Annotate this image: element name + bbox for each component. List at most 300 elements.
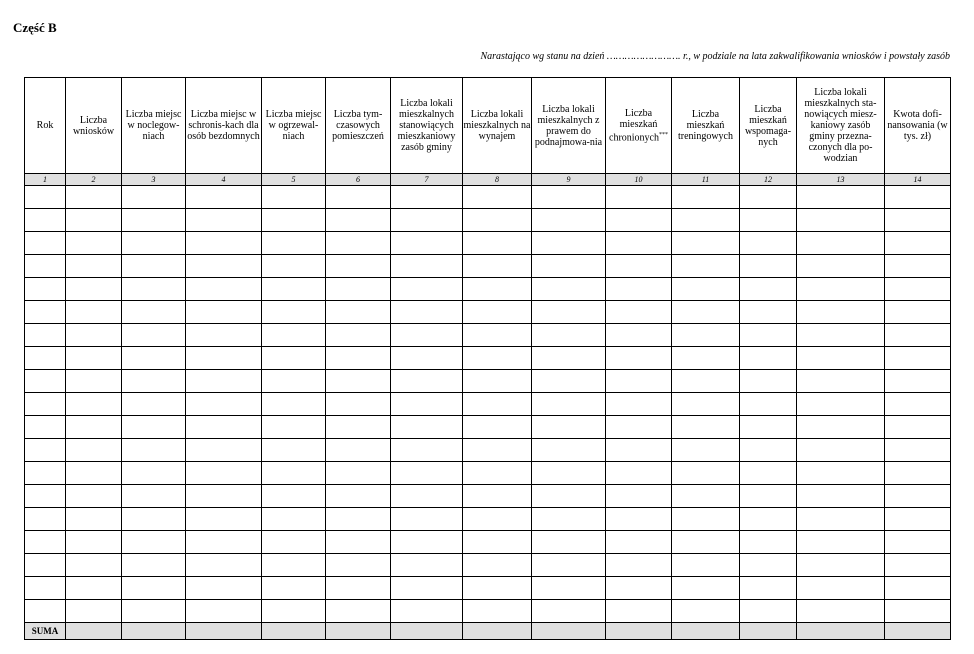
table-cell[interactable] [885,462,951,485]
table-cell[interactable] [797,393,885,416]
table-cell[interactable] [606,554,672,577]
table-cell[interactable] [186,485,262,508]
table-row [25,462,951,485]
table-cell[interactable] [532,301,606,324]
table-cell[interactable] [740,577,797,600]
table-cell[interactable] [326,301,391,324]
table-cell[interactable] [326,209,391,232]
table-cell[interactable] [797,531,885,554]
table-cell[interactable] [186,347,262,370]
table-cell[interactable] [122,186,186,209]
table-cell[interactable] [606,393,672,416]
sum-cell[interactable] [122,623,186,640]
table-cell[interactable] [463,393,532,416]
table-cell[interactable] [25,278,66,301]
table-cell[interactable] [66,577,122,600]
table-cell[interactable] [797,485,885,508]
table-cell[interactable] [797,232,885,255]
table-cell[interactable] [797,278,885,301]
table-cell[interactable] [186,554,262,577]
table-cell[interactable] [463,508,532,531]
table-cell[interactable] [391,600,463,623]
table-row [25,508,951,531]
table-cell[interactable] [606,531,672,554]
table-cell[interactable] [532,393,606,416]
table-cell[interactable] [740,508,797,531]
table-cell[interactable] [25,186,66,209]
table-cell[interactable] [186,278,262,301]
table-cell[interactable] [532,255,606,278]
table-cell[interactable] [122,439,186,462]
table-cell[interactable] [672,416,740,439]
table-cell[interactable] [326,531,391,554]
table-cell[interactable] [672,600,740,623]
table-cell[interactable] [66,393,122,416]
table-cell[interactable] [262,462,326,485]
table-cell[interactable] [463,324,532,347]
table-cell[interactable] [186,324,262,347]
table-cell[interactable] [740,462,797,485]
table-cell[interactable] [25,439,66,462]
table-cell[interactable] [66,232,122,255]
table-cell[interactable] [262,232,326,255]
table-cell[interactable] [606,255,672,278]
table-cell[interactable] [262,324,326,347]
table-cell[interactable] [740,600,797,623]
table-cell[interactable] [186,439,262,462]
table-cell[interactable] [740,485,797,508]
table-cell[interactable] [672,278,740,301]
table-cell[interactable] [186,416,262,439]
table-cell[interactable] [532,370,606,393]
table-cell[interactable] [122,462,186,485]
table-cell[interactable] [885,232,951,255]
table-cell[interactable] [391,531,463,554]
table-cell[interactable] [391,232,463,255]
sum-cell[interactable] [885,623,951,640]
sum-cell[interactable] [326,623,391,640]
sum-cell[interactable] [186,623,262,640]
table-cell[interactable] [740,324,797,347]
table-cell[interactable] [66,347,122,370]
table-cell[interactable] [606,485,672,508]
table-cell[interactable] [326,485,391,508]
table-cell[interactable] [262,278,326,301]
table-cell[interactable] [672,393,740,416]
table-cell[interactable] [262,209,326,232]
table-cell[interactable] [463,370,532,393]
table-cell[interactable] [885,347,951,370]
table-cell[interactable] [532,347,606,370]
table-cell[interactable] [186,186,262,209]
table-cell[interactable] [672,439,740,462]
table-cell[interactable] [672,554,740,577]
table-cell[interactable] [25,531,66,554]
table-cell[interactable] [391,186,463,209]
table-cell[interactable] [606,600,672,623]
table-cell[interactable] [122,577,186,600]
table-cell[interactable] [740,186,797,209]
table-cell[interactable] [463,278,532,301]
sum-cell[interactable] [740,623,797,640]
table-cell[interactable] [885,370,951,393]
table-cell[interactable] [672,462,740,485]
table-cell[interactable] [672,232,740,255]
table-cell[interactable] [463,600,532,623]
table-row [25,186,951,209]
table-cell[interactable] [391,324,463,347]
table-cell[interactable] [740,416,797,439]
table-cell[interactable] [391,393,463,416]
table-cell[interactable] [122,209,186,232]
table-cell[interactable] [740,232,797,255]
sum-cell[interactable] [606,623,672,640]
table-cell[interactable] [672,370,740,393]
table-cell[interactable] [672,508,740,531]
table-cell[interactable] [66,462,122,485]
table-cell[interactable] [262,600,326,623]
table-cell[interactable] [606,186,672,209]
table-cell[interactable] [326,508,391,531]
table-cell[interactable] [606,324,672,347]
table-cell[interactable] [885,416,951,439]
table-cell[interactable] [186,393,262,416]
table-cell[interactable] [66,301,122,324]
table-cell[interactable] [186,508,262,531]
table-cell[interactable] [66,370,122,393]
subtitle: Narastająco wg stanu na dzień ……………………. r., w podziale na lata zakwalifikowania wniosków i powstały zasób [480,51,950,62]
column-number: 9 [532,174,606,186]
table-cell[interactable] [391,508,463,531]
table-cell[interactable] [532,600,606,623]
table-cell[interactable] [606,209,672,232]
table-cell[interactable] [672,347,740,370]
table-cell[interactable] [797,416,885,439]
table-cell[interactable] [391,278,463,301]
table-cell[interactable] [25,255,66,278]
table-cell[interactable] [740,531,797,554]
table-cell[interactable] [797,439,885,462]
table-cell[interactable] [66,485,122,508]
table-cell[interactable] [326,416,391,439]
table-cell[interactable] [391,347,463,370]
table-cell[interactable] [25,209,66,232]
table-cell[interactable] [25,232,66,255]
table-cell[interactable] [391,301,463,324]
table-cell[interactable] [122,485,186,508]
table-cell[interactable] [672,577,740,600]
table-cell[interactable] [326,554,391,577]
table-cell[interactable] [391,462,463,485]
table-cell[interactable] [672,324,740,347]
table-cell[interactable] [186,577,262,600]
table-cell[interactable] [262,370,326,393]
sum-cell[interactable] [532,623,606,640]
table-cell[interactable] [463,462,532,485]
table-cell[interactable] [672,209,740,232]
table-cell[interactable] [740,393,797,416]
table-cell[interactable] [606,232,672,255]
table-cell[interactable] [463,577,532,600]
table-cell[interactable] [797,186,885,209]
table-cell[interactable] [122,508,186,531]
table-cell[interactable] [186,600,262,623]
table-cell[interactable] [25,485,66,508]
table-cell[interactable] [122,370,186,393]
table-cell[interactable] [122,278,186,301]
table-cell[interactable] [186,301,262,324]
table-cell[interactable] [326,577,391,600]
table-cell[interactable] [326,324,391,347]
table-cell[interactable] [672,301,740,324]
table-cell[interactable] [186,209,262,232]
table-cell[interactable] [391,255,463,278]
table-cell[interactable] [25,462,66,485]
table-row [25,531,951,554]
table-cell[interactable] [797,347,885,370]
table-cell[interactable] [66,416,122,439]
table-cell[interactable] [463,255,532,278]
table-cell[interactable] [885,508,951,531]
table-cell[interactable] [25,577,66,600]
table-cell[interactable] [122,600,186,623]
table-cell[interactable] [66,324,122,347]
table-cell[interactable] [885,186,951,209]
table-cell[interactable] [606,577,672,600]
table-cell[interactable] [66,255,122,278]
table-cell[interactable] [463,232,532,255]
table-cell[interactable] [797,324,885,347]
table-cell[interactable] [885,600,951,623]
table-cell[interactable] [391,577,463,600]
table-cell[interactable] [186,462,262,485]
column-number: 3 [122,174,186,186]
table-row [25,485,951,508]
header-mieszkania-chronione: Liczba mieszkań chronionych*** [606,78,672,174]
table-cell[interactable] [672,255,740,278]
table-cell[interactable] [532,462,606,485]
table-cell[interactable] [262,301,326,324]
table-cell[interactable] [532,278,606,301]
table-cell[interactable] [186,255,262,278]
table-cell[interactable] [797,554,885,577]
table-cell[interactable] [885,209,951,232]
table-cell[interactable] [797,255,885,278]
table-cell[interactable] [262,577,326,600]
table-cell[interactable] [122,347,186,370]
table-cell[interactable] [885,324,951,347]
table-cell[interactable] [885,554,951,577]
table-cell[interactable] [885,531,951,554]
table-cell[interactable] [885,393,951,416]
table-row [25,600,951,623]
table-cell[interactable] [122,554,186,577]
table-cell[interactable] [122,255,186,278]
table-cell[interactable] [262,485,326,508]
table-cell[interactable] [672,186,740,209]
table-cell[interactable] [606,278,672,301]
table-cell[interactable] [25,508,66,531]
sum-cell[interactable] [463,623,532,640]
table-cell[interactable] [122,393,186,416]
table-cell[interactable] [262,347,326,370]
table-cell[interactable] [672,531,740,554]
table-cell[interactable] [740,439,797,462]
table-cell[interactable] [740,278,797,301]
table-cell[interactable] [25,600,66,623]
table-cell[interactable] [740,255,797,278]
table-cell[interactable] [740,370,797,393]
table-cell[interactable] [262,554,326,577]
table-cell[interactable] [391,554,463,577]
header-kwota-dofinansowania: Kwota dofi-nansowania (w tys. zł) [885,78,951,174]
table-cell[interactable] [885,278,951,301]
data-table [24,77,951,640]
table-cell[interactable] [885,485,951,508]
column-number: 8 [463,174,532,186]
table-cell[interactable] [797,209,885,232]
table-cell[interactable] [463,554,532,577]
table-cell[interactable] [606,370,672,393]
table-cell[interactable] [25,370,66,393]
table-cell[interactable] [672,485,740,508]
table-cell[interactable] [326,393,391,416]
table-cell[interactable] [262,416,326,439]
table-cell[interactable] [740,209,797,232]
table-cell[interactable] [463,301,532,324]
column-number: 14 [885,174,951,186]
table-cell[interactable] [740,347,797,370]
table-cell[interactable] [326,255,391,278]
table-cell[interactable] [122,416,186,439]
table-cell[interactable] [25,347,66,370]
header-row [25,78,951,174]
table-cell[interactable] [25,324,66,347]
table-cell[interactable] [186,531,262,554]
table-cell[interactable] [463,186,532,209]
sum-cell[interactable] [797,623,885,640]
table-cell[interactable] [25,301,66,324]
table-cell[interactable] [391,485,463,508]
table-cell[interactable] [463,485,532,508]
table-cell[interactable] [606,439,672,462]
table-cell[interactable] [532,577,606,600]
table-cell[interactable] [122,324,186,347]
table-cell[interactable] [532,186,606,209]
table-cell[interactable] [122,301,186,324]
table-cell[interactable] [463,439,532,462]
table-cell[interactable] [326,600,391,623]
table-cell[interactable] [797,577,885,600]
table-cell[interactable] [262,186,326,209]
table-cell[interactable] [532,554,606,577]
table-cell[interactable] [797,462,885,485]
table-cell[interactable] [66,186,122,209]
table-cell[interactable] [391,416,463,439]
table-cell[interactable] [532,485,606,508]
table-cell[interactable] [66,508,122,531]
table-cell[interactable] [66,439,122,462]
table-cell[interactable] [797,370,885,393]
table-cell[interactable] [262,393,326,416]
table-cell[interactable] [66,531,122,554]
table-cell[interactable] [606,462,672,485]
sum-cell[interactable] [391,623,463,640]
table-cell[interactable] [606,301,672,324]
table-cell[interactable] [186,232,262,255]
table-cell[interactable] [66,209,122,232]
table-cell[interactable] [326,347,391,370]
table-cell[interactable] [532,232,606,255]
table-cell[interactable] [532,209,606,232]
table-cell[interactable] [463,209,532,232]
table-cell[interactable] [532,416,606,439]
table-row [25,209,951,232]
table-cell[interactable] [66,278,122,301]
table-cell[interactable] [885,255,951,278]
table-cell[interactable] [532,531,606,554]
table-cell[interactable] [326,370,391,393]
table-cell[interactable] [885,577,951,600]
table-cell[interactable] [391,209,463,232]
table-cell[interactable] [391,370,463,393]
table-cell[interactable] [25,393,66,416]
table-cell[interactable] [740,554,797,577]
table-cell[interactable] [262,255,326,278]
table-cell[interactable] [25,554,66,577]
table-cell[interactable] [262,531,326,554]
table-cell[interactable] [262,508,326,531]
table-cell[interactable] [885,439,951,462]
table-cell[interactable] [797,600,885,623]
table-cell[interactable] [740,301,797,324]
table-cell[interactable] [606,416,672,439]
table-cell[interactable] [463,347,532,370]
sum-cell[interactable] [66,623,122,640]
sum-cell[interactable] [672,623,740,640]
table-cell[interactable] [122,232,186,255]
table-cell[interactable] [122,531,186,554]
table-cell[interactable] [885,301,951,324]
table-cell[interactable] [326,439,391,462]
table-row [25,301,951,324]
table-cell[interactable] [391,439,463,462]
table-cell[interactable] [66,554,122,577]
table-cell[interactable] [326,278,391,301]
table-cell[interactable] [532,439,606,462]
table-cell[interactable] [606,508,672,531]
table-cell[interactable] [463,416,532,439]
table-cell[interactable] [797,301,885,324]
table-cell[interactable] [532,324,606,347]
table-cell[interactable] [606,347,672,370]
header-mieszkania-wspomagane: Liczba mieszkań wspomaga-nych [740,78,797,174]
table-cell[interactable] [532,508,606,531]
table-cell[interactable] [25,416,66,439]
table-row [25,393,951,416]
sum-cell[interactable] [262,623,326,640]
table-cell[interactable] [262,439,326,462]
table-cell[interactable] [326,232,391,255]
table-cell[interactable] [326,462,391,485]
table-cell[interactable] [326,186,391,209]
table-cell[interactable] [463,531,532,554]
header-mieszkania-treningowe: Liczba mieszkań treningowych [672,78,740,174]
header-pomieszczenia-tymczasowe: Liczba tym-czasowych pomieszczeń [326,78,391,174]
table-cell[interactable] [797,508,885,531]
table-cell[interactable] [66,600,122,623]
table-cell[interactable] [186,370,262,393]
